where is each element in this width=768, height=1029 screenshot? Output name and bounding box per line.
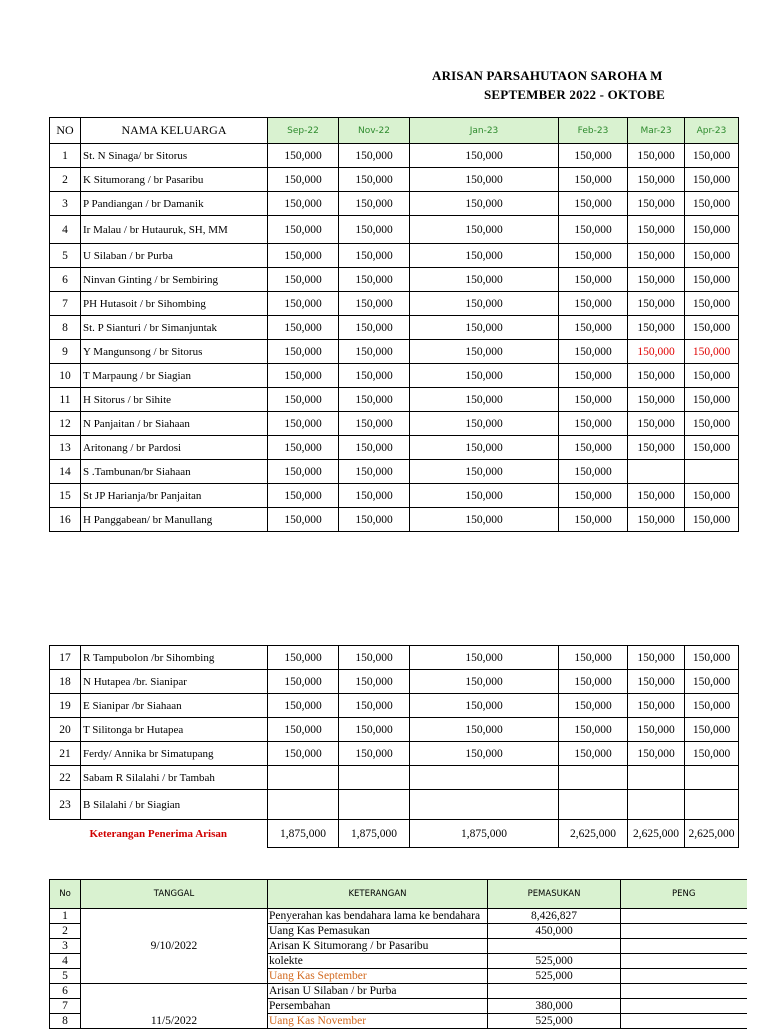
row-value: 150,000 <box>339 340 410 364</box>
table-row <box>50 484 739 508</box>
row-name: T Silitonga br Hutapea <box>81 718 268 742</box>
row-value: 150,000 <box>339 436 410 460</box>
ledger-no: 1 <box>50 909 81 924</box>
row-value <box>268 790 339 820</box>
arisan-table-bottom <box>49 645 739 848</box>
row-value <box>410 766 559 790</box>
row-no: 10 <box>50 364 81 388</box>
row-value: 150,000 <box>410 718 559 742</box>
row-value: 150,000 <box>410 694 559 718</box>
row-value: 150,000 <box>268 388 339 412</box>
row-value: 150,000 <box>559 412 628 436</box>
row-value: 150,000 <box>685 484 739 508</box>
ledger-desc: Arisan U Silaban / br Purba <box>268 984 488 999</box>
ledger-expense <box>621 984 747 999</box>
recipient-label: Keterangan Penerima Arisan <box>50 820 268 848</box>
row-value: 150,000 <box>268 436 339 460</box>
row-value: 150,000 <box>410 144 559 168</box>
ledger-no: 7 <box>50 999 81 1014</box>
table-row <box>50 412 739 436</box>
row-value: 150,000 <box>628 168 685 192</box>
ledger-expense <box>621 969 747 984</box>
row-name: Y Mangunsong / br Sitorus <box>81 340 268 364</box>
row-value: 150,000 <box>339 388 410 412</box>
row-value: 150,000 <box>268 508 339 532</box>
row-value: 150,000 <box>559 216 628 244</box>
row-value: 150,000 <box>268 364 339 388</box>
row-value: 150,000 <box>559 718 628 742</box>
row-value: 150,000 <box>628 670 685 694</box>
row-value: 150,000 <box>268 216 339 244</box>
row-value: 150,000 <box>559 144 628 168</box>
ledger-desc: Arisan K Situmorang / br Pasaribu <box>268 939 488 954</box>
row-value: 150,000 <box>339 292 410 316</box>
table-row <box>50 268 739 292</box>
row-value: 150,000 <box>410 742 559 766</box>
row-value: 150,000 <box>410 292 559 316</box>
row-value <box>628 766 685 790</box>
row-value: 150,000 <box>268 316 339 340</box>
ledger-row <box>50 984 747 999</box>
row-no: 11 <box>50 388 81 412</box>
sheet-title: ARISAN PARSAHUTAON SAROHA M <box>432 68 663 83</box>
row-value <box>339 790 410 820</box>
row-value: 150,000 <box>628 508 685 532</box>
row-name: Sabam R Silalahi / br Tambah <box>81 766 268 790</box>
row-name: PH Hutasoit / br Sihombing <box>81 292 268 316</box>
row-value: 150,000 <box>559 694 628 718</box>
month-header-4: Mar-23 <box>628 118 685 144</box>
ledger-date: 11/5/2022 <box>81 984 268 1029</box>
month-header-1: Nov-22 <box>339 118 410 144</box>
row-value: 150,000 <box>685 192 739 216</box>
total-value: 2,625,000 <box>628 820 685 848</box>
ledger-expense <box>621 924 747 939</box>
row-name: N Hutapea /br. Sianipar <box>81 670 268 694</box>
ledger-no: 8 <box>50 1014 81 1029</box>
row-value: 150,000 <box>559 364 628 388</box>
row-name: St. N Sinaga/ br Sitorus <box>81 144 268 168</box>
row-value: 150,000 <box>685 670 739 694</box>
row-value: 150,000 <box>410 192 559 216</box>
row-value: 150,000 <box>559 436 628 460</box>
row-value: 150,000 <box>339 694 410 718</box>
row-name: E Sianipar /br Siahaan <box>81 694 268 718</box>
table-row <box>50 460 739 484</box>
row-name: K Situmorang / br Pasaribu <box>81 168 268 192</box>
row-value: 150,000 <box>559 244 628 268</box>
row-no: 14 <box>50 460 81 484</box>
row-value: 150,000 <box>339 484 410 508</box>
row-value: 150,000 <box>410 460 559 484</box>
row-name: T Marpaung / br Siagian <box>81 364 268 388</box>
row-value: 150,000 <box>339 718 410 742</box>
row-value: 150,000 <box>268 742 339 766</box>
row-value: 150,000 <box>410 244 559 268</box>
table-row <box>50 340 739 364</box>
sheet-subtitle: SEPTEMBER 2022 - OKTOBE <box>484 87 665 102</box>
row-value: 150,000 <box>628 742 685 766</box>
row-value: 150,000 <box>628 436 685 460</box>
row-value: 150,000 <box>410 670 559 694</box>
row-value: 150,000 <box>268 268 339 292</box>
ledger-header-row <box>50 880 747 909</box>
row-value: 150,000 <box>339 670 410 694</box>
row-value: 150,000 <box>559 192 628 216</box>
ledger-no: 4 <box>50 954 81 969</box>
row-value: 150,000 <box>685 144 739 168</box>
row-value: 150,000 <box>685 742 739 766</box>
ledger-no: 2 <box>50 924 81 939</box>
row-value: 150,000 <box>339 268 410 292</box>
header-no: NO <box>50 118 81 144</box>
ledger-expense <box>621 909 747 924</box>
table-row <box>50 646 739 670</box>
row-name: N Panjaitan / br Siahaan <box>81 412 268 436</box>
row-value: 150,000 <box>410 484 559 508</box>
row-value <box>268 766 339 790</box>
row-value: 150,000 <box>559 670 628 694</box>
row-value: 150,000 <box>339 508 410 532</box>
row-name: H Sitorus / br Sihite <box>81 388 268 412</box>
row-value: 150,000 <box>685 340 739 364</box>
row-value: 150,000 <box>268 168 339 192</box>
row-no: 22 <box>50 766 81 790</box>
row-value: 150,000 <box>268 670 339 694</box>
ledger-desc: Uang Kas September <box>268 969 488 984</box>
table-row <box>50 244 739 268</box>
row-value <box>559 790 628 820</box>
ledger-income <box>488 939 621 954</box>
row-no: 1 <box>50 144 81 168</box>
row-value: 150,000 <box>559 268 628 292</box>
totals-row <box>50 820 739 848</box>
row-value: 150,000 <box>339 216 410 244</box>
row-no: 12 <box>50 412 81 436</box>
row-value: 150,000 <box>559 508 628 532</box>
table-row <box>50 388 739 412</box>
ledger-date: 9/10/2022 <box>81 909 268 984</box>
table-row <box>50 790 739 820</box>
total-value: 2,625,000 <box>559 820 628 848</box>
total-value: 1,875,000 <box>410 820 559 848</box>
ledger-no: 5 <box>50 969 81 984</box>
row-value: 150,000 <box>628 192 685 216</box>
ledger-row <box>50 909 747 924</box>
row-value: 150,000 <box>410 268 559 292</box>
total-value: 2,625,000 <box>685 820 739 848</box>
row-value: 150,000 <box>685 388 739 412</box>
row-name: St JP Harianja/br Panjaitan <box>81 484 268 508</box>
table-row <box>50 144 739 168</box>
ledger-expense <box>621 1014 747 1029</box>
row-value: 150,000 <box>339 244 410 268</box>
row-value <box>559 766 628 790</box>
header-name: NAMA KELUARGA <box>81 118 268 144</box>
ledger-table <box>49 879 747 1029</box>
ledger-no: 3 <box>50 939 81 954</box>
ledger-desc: Uang Kas Pemasukan <box>268 924 488 939</box>
row-name: S .Tambunan/br Siahaan <box>81 460 268 484</box>
row-value: 150,000 <box>339 742 410 766</box>
row-no: 19 <box>50 694 81 718</box>
row-no: 17 <box>50 646 81 670</box>
row-value: 150,000 <box>410 388 559 412</box>
row-value: 150,000 <box>268 192 339 216</box>
row-name: P Pandiangan / br Damanik <box>81 192 268 216</box>
ledger-header-income: PEMASUKAN <box>488 880 621 909</box>
row-value: 150,000 <box>268 646 339 670</box>
row-no: 7 <box>50 292 81 316</box>
ledger-desc: kolekte <box>268 954 488 969</box>
row-no: 2 <box>50 168 81 192</box>
row-value: 150,000 <box>410 436 559 460</box>
row-no: 4 <box>50 216 81 244</box>
row-value: 150,000 <box>410 340 559 364</box>
ledger-header-desc: KETERANGAN <box>268 880 488 909</box>
row-value: 150,000 <box>685 268 739 292</box>
row-no: 3 <box>50 192 81 216</box>
row-value: 150,000 <box>685 718 739 742</box>
row-value: 150,000 <box>685 244 739 268</box>
row-value: 150,000 <box>268 292 339 316</box>
row-no: 6 <box>50 268 81 292</box>
row-value: 150,000 <box>410 216 559 244</box>
ledger-income: 380,000 <box>488 999 621 1014</box>
row-no: 9 <box>50 340 81 364</box>
row-value: 150,000 <box>268 484 339 508</box>
row-value: 150,000 <box>685 436 739 460</box>
row-value: 150,000 <box>559 316 628 340</box>
table-row <box>50 216 739 244</box>
table-row <box>50 670 739 694</box>
row-value <box>628 460 685 484</box>
row-value: 150,000 <box>410 508 559 532</box>
row-value: 150,000 <box>685 316 739 340</box>
total-value: 1,875,000 <box>339 820 410 848</box>
row-value: 150,000 <box>685 364 739 388</box>
row-value: 150,000 <box>339 364 410 388</box>
row-value: 150,000 <box>339 192 410 216</box>
row-no: 20 <box>50 718 81 742</box>
row-no: 5 <box>50 244 81 268</box>
row-name: U Silaban / br Purba <box>81 244 268 268</box>
ledger-header-date: TANGGAL <box>81 880 268 909</box>
row-value: 150,000 <box>628 244 685 268</box>
ledger-income: 8,426,827 <box>488 909 621 924</box>
table-row <box>50 436 739 460</box>
row-value: 150,000 <box>685 216 739 244</box>
ledger-income: 450,000 <box>488 924 621 939</box>
month-header-3: Feb-23 <box>559 118 628 144</box>
row-value: 150,000 <box>559 742 628 766</box>
row-value: 150,000 <box>628 268 685 292</box>
row-no: 8 <box>50 316 81 340</box>
row-value <box>339 766 410 790</box>
row-value: 150,000 <box>628 216 685 244</box>
row-value: 150,000 <box>685 646 739 670</box>
row-value: 150,000 <box>628 292 685 316</box>
month-header-0: Sep-22 <box>268 118 339 144</box>
month-header-2: Jan-23 <box>410 118 559 144</box>
row-value <box>410 790 559 820</box>
row-value: 150,000 <box>268 718 339 742</box>
row-value: 150,000 <box>685 168 739 192</box>
row-name: H Panggabean/ br Manullang <box>81 508 268 532</box>
table-row <box>50 718 739 742</box>
row-value: 150,000 <box>410 364 559 388</box>
row-name: Ninvan Ginting / br Sembiring <box>81 268 268 292</box>
row-value: 150,000 <box>339 412 410 436</box>
ledger-header-expense: PENG <box>621 880 747 909</box>
table-row <box>50 192 739 216</box>
row-value: 150,000 <box>685 412 739 436</box>
row-value: 150,000 <box>339 144 410 168</box>
row-no: 23 <box>50 790 81 820</box>
row-value: 150,000 <box>268 340 339 364</box>
row-value: 150,000 <box>559 388 628 412</box>
row-value: 150,000 <box>628 646 685 670</box>
ledger-income: 525,000 <box>488 1014 621 1029</box>
month-header-5: Apr-23 <box>685 118 739 144</box>
table-header-row <box>50 118 739 144</box>
row-value <box>685 766 739 790</box>
row-value: 150,000 <box>339 646 410 670</box>
ledger-desc: Uang Kas November <box>268 1014 488 1029</box>
ledger-expense <box>621 954 747 969</box>
row-name: B Silalahi / br Siagian <box>81 790 268 820</box>
row-value: 150,000 <box>628 694 685 718</box>
row-value: 150,000 <box>339 316 410 340</box>
ledger-expense <box>621 999 747 1014</box>
table-row <box>50 742 739 766</box>
ledger-no: 6 <box>50 984 81 999</box>
total-value: 1,875,000 <box>268 820 339 848</box>
table-row <box>50 292 739 316</box>
table-row <box>50 508 739 532</box>
row-value: 150,000 <box>628 388 685 412</box>
row-value <box>685 460 739 484</box>
row-value: 150,000 <box>628 412 685 436</box>
row-value: 150,000 <box>628 718 685 742</box>
table-row <box>50 316 739 340</box>
row-value: 150,000 <box>268 244 339 268</box>
row-value: 150,000 <box>268 412 339 436</box>
row-value: 150,000 <box>559 646 628 670</box>
row-name: St. P Sianturi / br Simanjuntak <box>81 316 268 340</box>
table-row <box>50 766 739 790</box>
table-row <box>50 168 739 192</box>
row-value: 150,000 <box>339 460 410 484</box>
ledger-income: 525,000 <box>488 969 621 984</box>
row-no: 16 <box>50 508 81 532</box>
ledger-desc: Penyerahan kas bendahara lama ke bendahara <box>268 909 488 924</box>
row-value: 150,000 <box>339 168 410 192</box>
row-value: 150,000 <box>685 694 739 718</box>
row-value: 150,000 <box>628 316 685 340</box>
row-value: 150,000 <box>268 144 339 168</box>
row-value: 150,000 <box>410 412 559 436</box>
row-name: Ir Malau / br Hutauruk, SH, MM <box>81 216 268 244</box>
row-value: 150,000 <box>628 144 685 168</box>
ledger-expense <box>621 939 747 954</box>
row-value: 150,000 <box>628 484 685 508</box>
row-name: Ferdy/ Annika br Simatupang <box>81 742 268 766</box>
row-no: 13 <box>50 436 81 460</box>
row-value: 150,000 <box>559 292 628 316</box>
row-value: 150,000 <box>410 646 559 670</box>
row-value: 150,000 <box>559 340 628 364</box>
row-value: 150,000 <box>268 460 339 484</box>
ledger-desc: Persembahan <box>268 999 488 1014</box>
row-value: 150,000 <box>559 484 628 508</box>
row-name: Aritonang / br Pardosi <box>81 436 268 460</box>
table-row <box>50 364 739 388</box>
row-no: 15 <box>50 484 81 508</box>
row-value: 150,000 <box>559 168 628 192</box>
row-value: 150,000 <box>685 292 739 316</box>
row-no: 18 <box>50 670 81 694</box>
row-value: 150,000 <box>268 694 339 718</box>
ledger-income <box>488 984 621 999</box>
table-row <box>50 694 739 718</box>
row-no: 21 <box>50 742 81 766</box>
row-value: 150,000 <box>559 460 628 484</box>
ledger-header-no: No <box>50 880 81 909</box>
row-value <box>685 790 739 820</box>
row-value: 150,000 <box>410 168 559 192</box>
row-value: 150,000 <box>410 316 559 340</box>
row-value: 150,000 <box>628 364 685 388</box>
row-value: 150,000 <box>685 508 739 532</box>
row-name: R Tampubolon /br Sihombing <box>81 646 268 670</box>
row-value <box>628 790 685 820</box>
arisan-table-top <box>49 117 739 532</box>
row-value: 150,000 <box>628 340 685 364</box>
ledger-income: 525,000 <box>488 954 621 969</box>
